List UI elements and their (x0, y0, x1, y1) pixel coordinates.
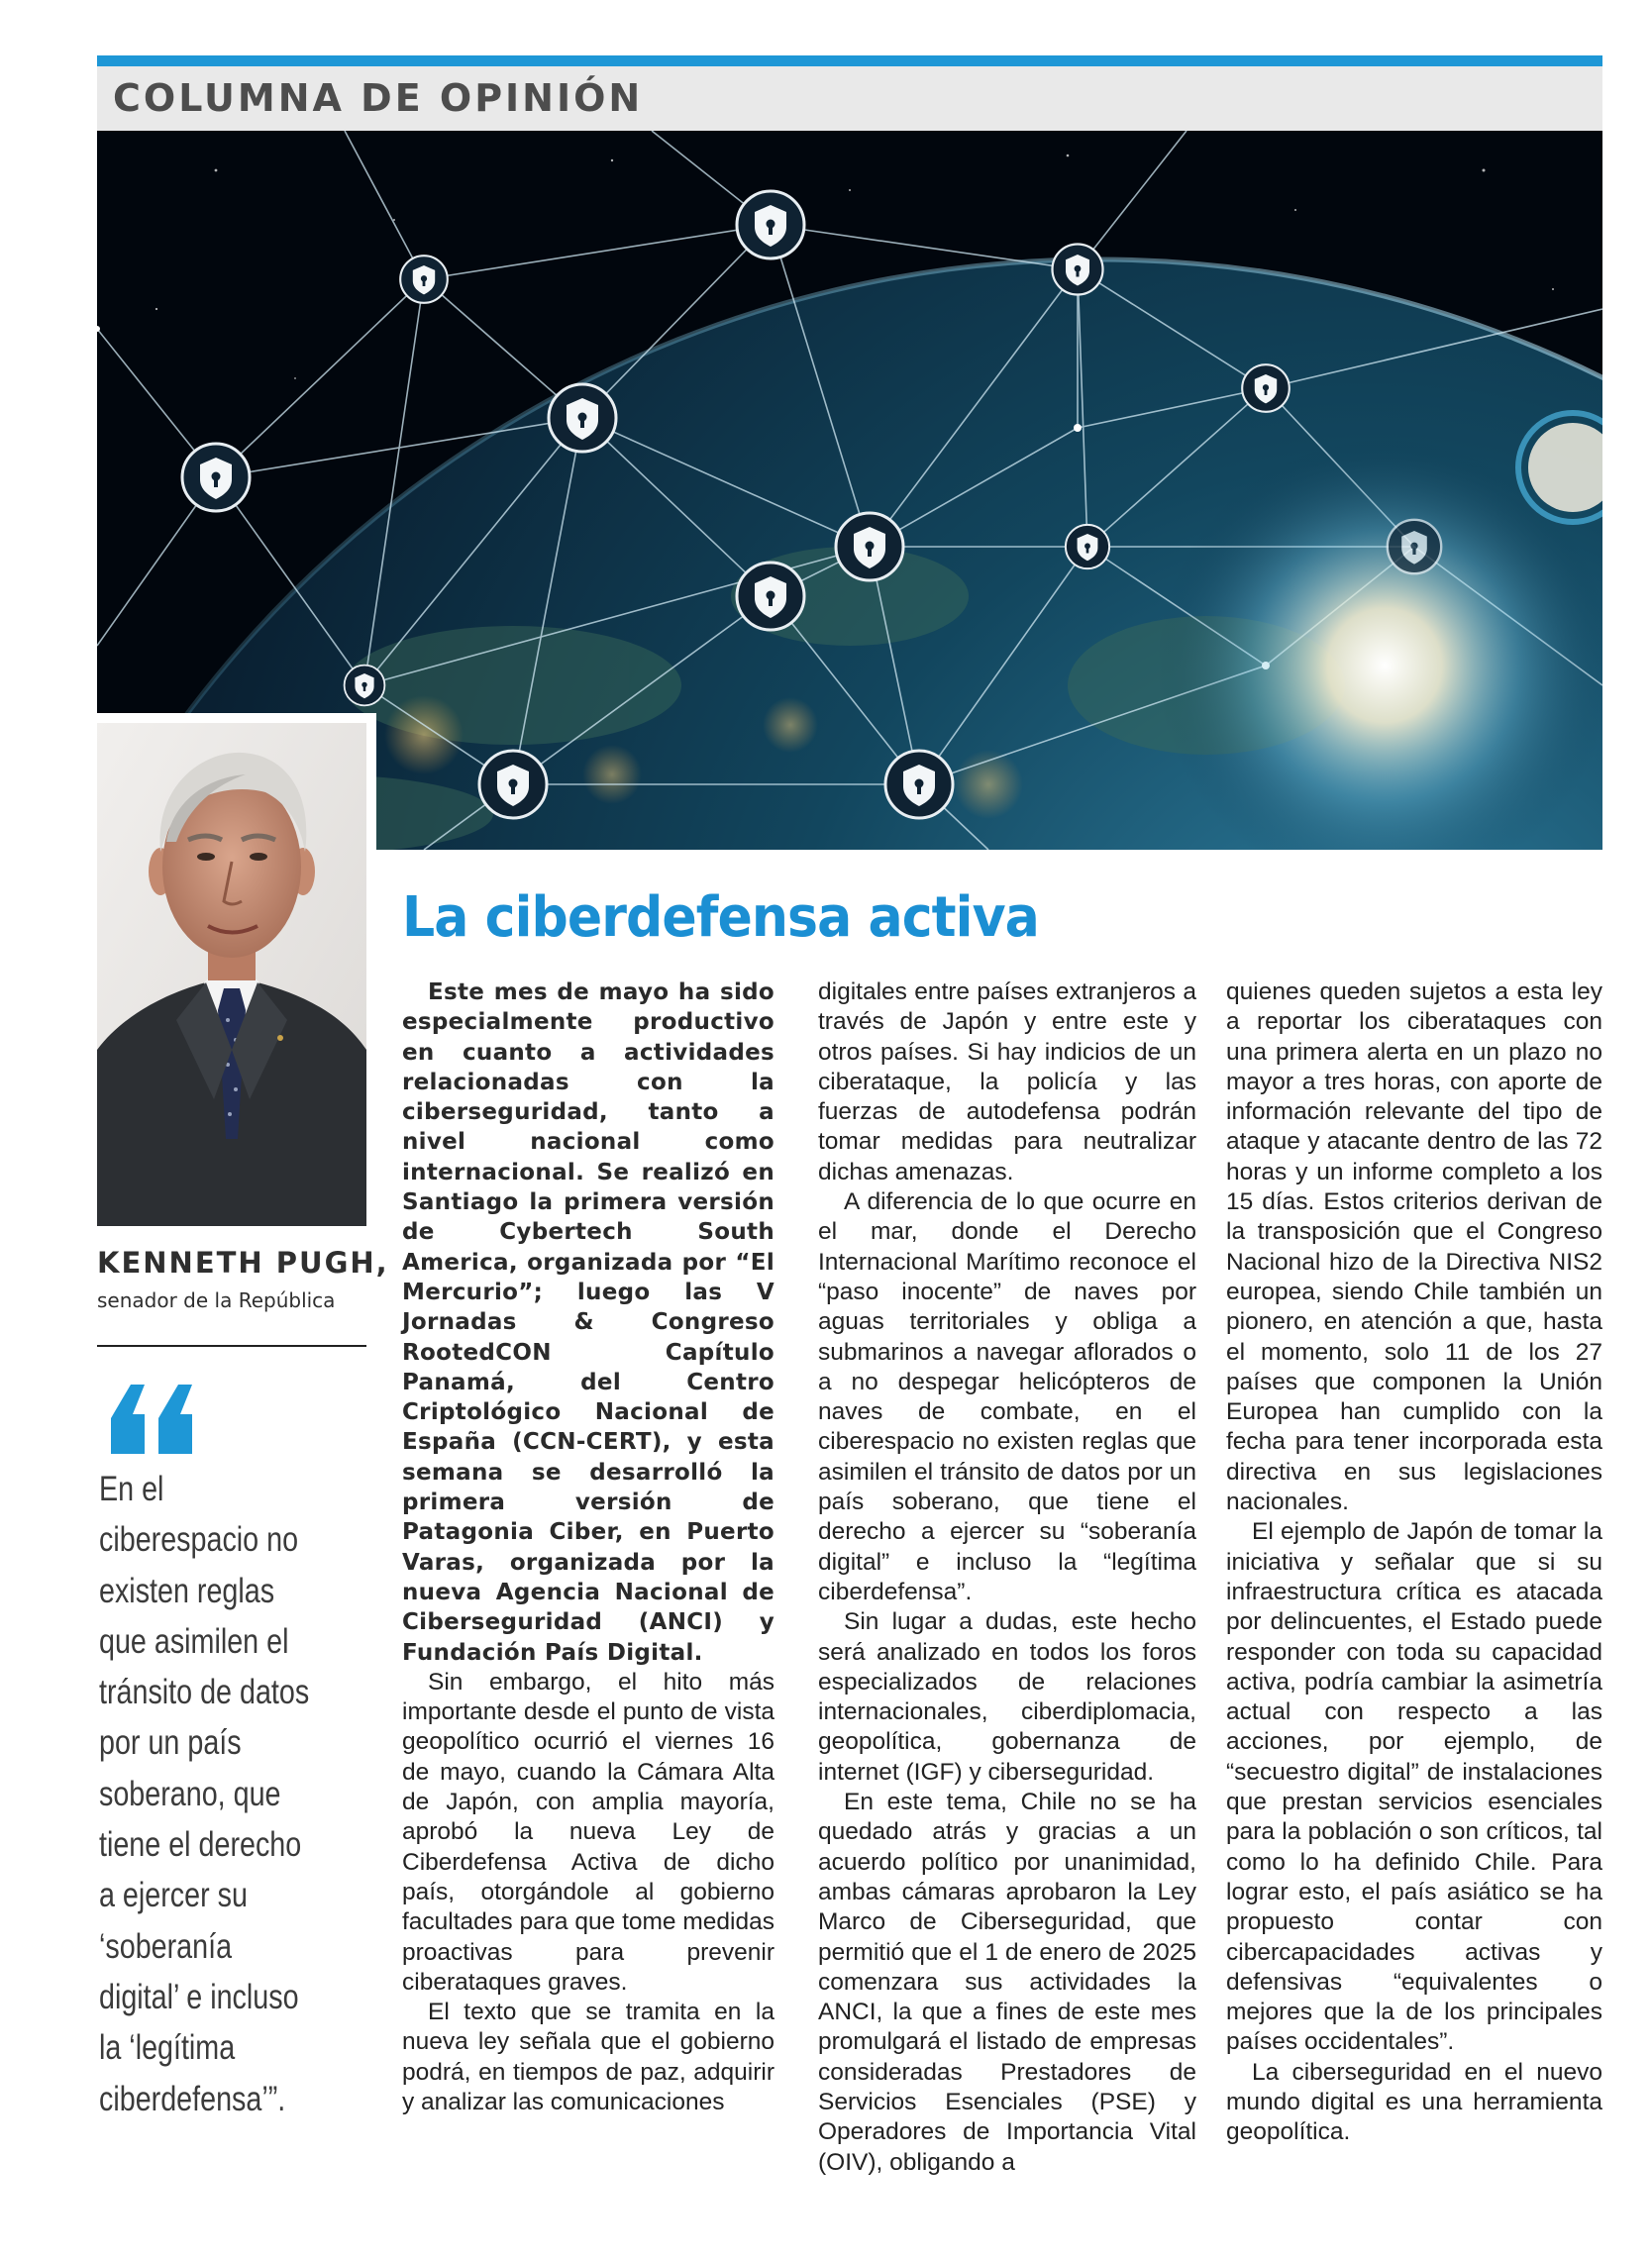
quote-icon (105, 1385, 200, 1454)
article-column-2 (818, 977, 1196, 2178)
article-paragraph: quienes queden sujetos a esta ley a reportar los ciberataques con una primera alerta en un plazo no mayor a tres horas, con aporte de información relevante del tipo de ataque y atacante dentro de las 72 horas y un informe completo a los 15 días. Estos criterios derivan de la transposición que el Congreso Nacional hizo de la Directiva NIS2 europea, siendo Chile también un pionero, en atención a que, hasta el momento, solo 11 de los 27 países que componen la Unión Europea han cumplido con la fecha para tener incorporada esta directiva en sus legislaciones nacionales. (1226, 978, 1602, 1516)
article-paragraph: digitales entre países extranjeros a través de Japón y entre este y otros países. Si hay indicios de un ciberataque, la policía y las fuerzas de autodefensa podrán tomar medidas para neutralizar dichas amenazas. (818, 978, 1196, 1185)
author-role: senador de la República (97, 1288, 336, 1312)
article-headline: La ciberdefensa activa (402, 885, 1039, 950)
author-name: KENNETH PUGH, (97, 1246, 389, 1280)
shield-lock-icon (182, 444, 250, 511)
shield-lock-icon (737, 563, 804, 630)
shield-lock-icon (549, 384, 616, 452)
shield-lock-icon (1242, 364, 1290, 412)
article-paragraph: La ciberseguridad en el nuevo mundo digital es una herramienta geopolítica. (1226, 2058, 1602, 2146)
divider (97, 1345, 366, 1347)
accent-bar (97, 55, 1602, 66)
section-title: COLUMNA DE OPINIÓN (113, 76, 644, 120)
author-photo (97, 713, 376, 1226)
shield-lock-icon (345, 666, 385, 706)
pull-quote: En el ciberespacio no existen reglas que asimilen el tránsito de datos por un país soberano, que tiene el derecho a ejercer su ‘soberanía digital’ e incluso la ‘legítima ciberdefensa’”. (99, 1470, 310, 2118)
article-lead: Este mes de mayo ha sido especialmente productivo en cuanto a actividades relacionadas con la ciberseguridad, tanto a nivel nacional como internacional. Se realizó en Santiago la primera versión de Cybertech South America, organizada por “El Mercurio”; luego las V Jornadas & Congreso RootedCON Capítulo Panamá, del Centro Criptológico Nacional de España (CCN-CERT), y esta semana se desarrolló la primera versión de Patagonia Ciber, en Puerto Varas, organizada por la nueva Agencia Nacional de Ciberseguridad (ANCI) y Fundación País Digital. (402, 979, 774, 1666)
article-paragraph: El texto que se tramita en la nueva ley señala que el gobierno podrá, en tiempos de paz, adquirir y analizar las comunicaciones (402, 1999, 774, 2115)
shield-lock-icon (836, 513, 903, 580)
shield-lock-icon (1053, 245, 1103, 295)
shield-lock-icon (479, 751, 547, 818)
shield-lock-icon (400, 256, 448, 303)
article-paragraph: A diferencia de lo que ocurre en el mar, donde el Derecho Internacional Marítimo reconoce el “paso inocente” de naves por aguas territoriales y obliga a submarinos a navegar aflorados o a no despegar helicópteros de naves de combate, en el ciberespacio no existen reglas que asimilen el tránsito de datos por un país soberano, que tiene el derecho a ejercer su “soberanía digital” e incluso la “legítima ciberdefensa”. (818, 1188, 1196, 1605)
shield-lock-icon (885, 751, 953, 818)
shield-lock-icon (737, 191, 804, 258)
section-header (97, 66, 1602, 131)
article-column-1 (402, 977, 774, 2117)
article-paragraph: El ejemplo de Japón de tomar la iniciativa y señalar que si su infraestructura crítica es atacada por delincuentes, el Estado puede responder con toda su capacidad activa, podría cambiar la asimetría actual con respecto a las acciones, por ejemplo, de “secuestro digital” de instalaciones que prestan servicios esenciales para la población o son críticos, tal como lo ha definido Chile. Para lograr esto, el país asiático se ha propuesto contar con cibercapacidades activas y defensivas “equivalentes o mejores que la de los principales países occidentales”. (1226, 1518, 1602, 2056)
article-paragraph: En este tema, Chile no se ha quedado atrás y gracias a un acuerdo político por unanimidad, ambas cámaras aprobaron la Ley Marco de Ciberseguridad, que permitió que el 1 de enero de 2025 comenzara sus actividades la ANCI, la que a fines de este mes promulgará el listado de empresas consideradas Prestadores de Servicios Esenciales (PSE) y Operadores de Importancia Vital (OIV), obligando a (818, 1789, 1196, 2176)
article-paragraph: Sin embargo, el hito más importante desde el punto de vista geopolítico ocurrió el viernes 16 de mayo, cuando la Cámara Alta de Japón, con amplia mayoría, aprobó la nueva Ley de Ciberdefensa Activa de dicho país, otorgándole al gobierno facultades para que tome medidas proactivas para prevenir ciberataques graves. (402, 1668, 774, 1996)
shield-lock-icon (1388, 520, 1441, 573)
article-paragraph: Sin lugar a dudas, este hecho será analizado en todos los foros especializados de relaciones internacionales, ciberdiplomacia, geopolítica, gobernanza de internet (IGF) y ciberseguridad. (818, 1608, 1196, 1786)
shield-lock-icon (1066, 525, 1109, 568)
article-column-3 (1226, 977, 1602, 2148)
